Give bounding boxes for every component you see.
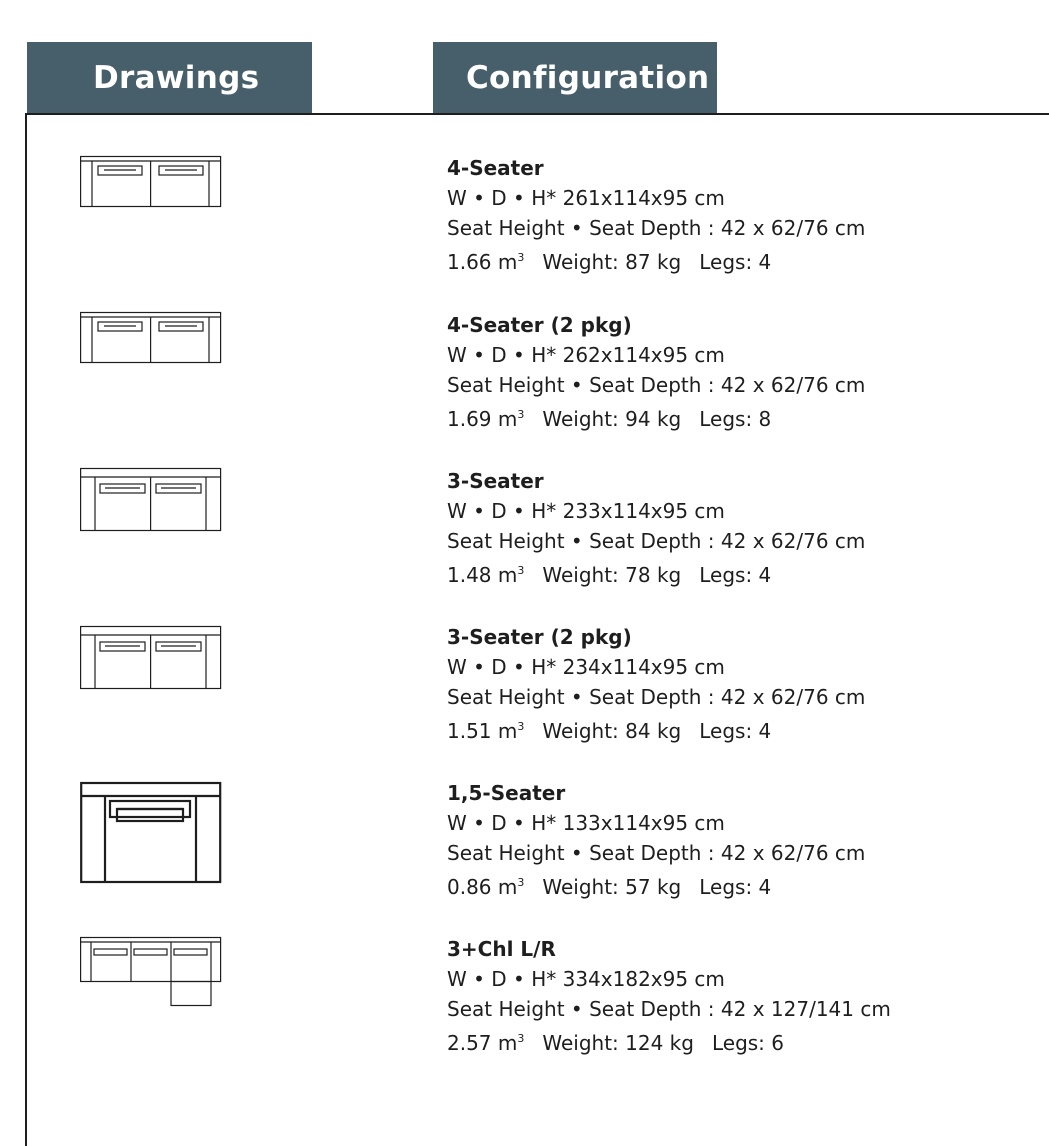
seat-value: 42 x 62/76 cm	[720, 529, 866, 553]
config-entry	[447, 153, 865, 277]
dims-label: W • D • H*	[447, 499, 557, 523]
legs-value: Legs: 4	[699, 563, 772, 587]
config-entry	[447, 310, 865, 434]
dims-value: 334x182x95 cm	[562, 967, 725, 991]
seat-line	[447, 682, 865, 712]
volume-value: 2.57 m	[447, 1031, 518, 1055]
config-entry	[447, 466, 865, 590]
entry-title: 4-Seater (2 pkg)	[447, 313, 632, 337]
weight-value: Weight: 57 kg	[542, 875, 682, 899]
specs-line	[447, 868, 865, 902]
seat-value: 42 x 127/141 cm	[720, 997, 891, 1021]
weight-value: Weight: 124 kg	[542, 1031, 694, 1055]
volume-unit-sup: 3	[517, 251, 525, 264]
entry-title: 4-Seater	[447, 156, 544, 180]
frame-top-border	[26, 113, 1049, 115]
dimensions-line	[447, 183, 865, 213]
volume-unit-sup: 3	[517, 408, 525, 421]
dims-label: W • D • H*	[447, 343, 557, 367]
seat-value: 42 x 62/76 cm	[720, 841, 866, 865]
entry-title: 1,5-Seater	[447, 781, 566, 805]
dimensions-line	[447, 808, 865, 838]
dims-value: 133x114x95 cm	[562, 811, 725, 835]
3-seater-sofa-icon	[80, 467, 224, 537]
seat-value: 42 x 62/76 cm	[720, 373, 866, 397]
entry-title: 3-Seater	[447, 469, 544, 493]
3-chaise-longue-sofa-icon	[80, 936, 224, 1014]
dimensions-line	[447, 496, 865, 526]
seat-line	[447, 370, 865, 400]
specs-line	[447, 556, 865, 590]
dims-label: W • D • H*	[447, 811, 557, 835]
seat-value: 42 x 62/76 cm	[720, 685, 866, 709]
seat-label: Seat Height • Seat Depth :	[447, 216, 715, 240]
tab-configuration[interactable]: Configuration	[433, 42, 717, 113]
volume-unit-sup: 3	[517, 1032, 525, 1045]
seat-line	[447, 994, 891, 1024]
weight-value: Weight: 94 kg	[542, 407, 682, 431]
tab-drawings[interactable]: Drawings	[27, 42, 312, 113]
seat-line	[447, 526, 865, 556]
weight-value: Weight: 78 kg	[542, 563, 682, 587]
frame-left-border	[25, 113, 27, 1146]
volume-unit-sup: 3	[517, 564, 525, 577]
volume-unit-sup: 3	[517, 720, 525, 733]
seat-line	[447, 838, 865, 868]
seat-label: Seat Height • Seat Depth :	[447, 373, 715, 397]
volume-unit-sup: 3	[517, 876, 525, 889]
dims-value: 261x114x95 cm	[562, 186, 725, 210]
weight-value: Weight: 87 kg	[542, 250, 682, 274]
entry-title: 3-Seater (2 pkg)	[447, 625, 632, 649]
dimensions-line	[447, 964, 891, 994]
seat-label: Seat Height • Seat Depth :	[447, 685, 715, 709]
config-entry	[447, 778, 865, 902]
dims-label: W • D • H*	[447, 186, 557, 210]
entry-title: 3+Chl L/R	[447, 937, 556, 961]
volume-value: 0.86 m	[447, 875, 518, 899]
dims-value: 262x114x95 cm	[562, 343, 725, 367]
volume-value: 1.51 m	[447, 719, 518, 743]
weight-value: Weight: 84 kg	[542, 719, 682, 743]
4-seater-2pkg-sofa-icon	[80, 311, 224, 369]
legs-value: Legs: 8	[699, 407, 772, 431]
config-entry	[447, 622, 865, 746]
volume-value: 1.69 m	[447, 407, 518, 431]
1-5-seater-armchair-icon	[80, 781, 224, 889]
dims-label: W • D • H*	[447, 967, 557, 991]
legs-value: Legs: 4	[699, 719, 772, 743]
seat-label: Seat Height • Seat Depth :	[447, 529, 715, 553]
dimensions-line	[447, 340, 865, 370]
legs-value: Legs: 6	[711, 1031, 784, 1055]
3-seater-2pkg-sofa-icon	[80, 625, 224, 695]
config-entry	[447, 934, 891, 1058]
specs-line	[447, 243, 865, 277]
4-seater-sofa-icon	[80, 155, 224, 213]
seat-label: Seat Height • Seat Depth :	[447, 841, 715, 865]
seat-line	[447, 213, 865, 243]
dims-label: W • D • H*	[447, 655, 557, 679]
dims-value: 233x114x95 cm	[562, 499, 725, 523]
dimensions-line	[447, 652, 865, 682]
specs-line	[447, 1024, 891, 1058]
volume-value: 1.48 m	[447, 563, 518, 587]
legs-value: Legs: 4	[699, 875, 772, 899]
legs-value: Legs: 4	[699, 250, 772, 274]
seat-value: 42 x 62/76 cm	[720, 216, 866, 240]
volume-value: 1.66 m	[447, 250, 518, 274]
specs-line	[447, 400, 865, 434]
seat-label: Seat Height • Seat Depth :	[447, 997, 715, 1021]
dims-value: 234x114x95 cm	[562, 655, 725, 679]
specs-line	[447, 712, 865, 746]
